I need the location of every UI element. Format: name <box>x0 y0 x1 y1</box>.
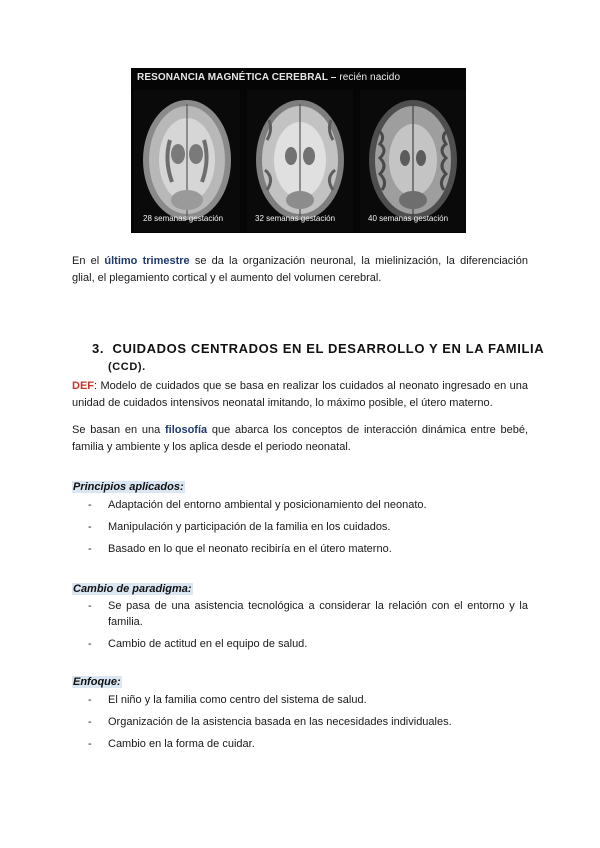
mri-figure <box>131 68 466 233</box>
highlight-filosofia: filosofía <box>164 424 208 436</box>
brain-scan-32-weeks <box>247 90 353 232</box>
scan-label-28: 28 semanas gestación <box>143 214 224 223</box>
list-item: - Adaptación del entorno ambiental y posicionamiento del neonato. <box>88 499 427 511</box>
list-item: - Organización de la asistencia basada en las necesidades individuales. <box>88 716 452 728</box>
paragraph-ultimo-trimestre: En el último trimestre se da la organización neuronal, la mielinización, la diferenciación glial, el plegamiento cortical y el aumento del volumen cerebral. <box>72 255 528 284</box>
scan-label-32: 32 semanas gestación <box>255 214 336 223</box>
paragraph-filosofia: Se basan en una filosofía que abarca los conceptos de interacción dinámica entre bebé, familia y ambiente y los aplica desde el periodo neonatal. <box>72 424 529 453</box>
brain-scan-40-weeks <box>360 90 466 232</box>
list-item: - Manipulación y participación de la familia en los cuidados. <box>88 521 391 533</box>
scan-label-40: 40 semanas gestación <box>368 214 449 223</box>
enfoque-list <box>88 692 528 758</box>
section-heading: 3. CUIDADOS CENTRADOS EN EL DESARROLLO Y EN LA FAMILIA (CCD). <box>92 341 545 373</box>
list-item: - Basado en lo que el neonato recibiría en el útero materno. <box>88 543 392 555</box>
list-item: - El niño y la familia como centro del sistema de salud. <box>88 694 367 706</box>
principios-list <box>88 497 528 563</box>
cambio-heading: Cambio de paradigma: <box>73 583 192 595</box>
list-item: - Cambio en la forma de cuidar. <box>88 738 255 750</box>
figure-title: RESONANCIA MAGNÉTICA CEREBRAL – recién nacido <box>137 72 401 83</box>
enfoque-heading: Enfoque: <box>73 676 121 688</box>
highlight-ultimo-trimestre: último trimestre <box>104 255 190 267</box>
def-label: DEF <box>72 380 94 392</box>
brain-scan-28-weeks <box>134 90 240 232</box>
principios-heading: Principios aplicados: <box>73 481 184 493</box>
list-item: - Cambio de actitud en el equipo de salud. <box>88 638 308 650</box>
cambio-list <box>88 598 528 658</box>
definition-paragraph: DEF: Modelo de cuidados que se basa en realizar los cuidados al neonato ingresado en una unidad de cuidados intensivos neonatal imitando, lo máximo posible, el útero materno. <box>72 380 528 409</box>
list-item: - Se pasa de una asistencia tecnológica a considerar la relación con el entorno y la familia. <box>88 600 528 628</box>
